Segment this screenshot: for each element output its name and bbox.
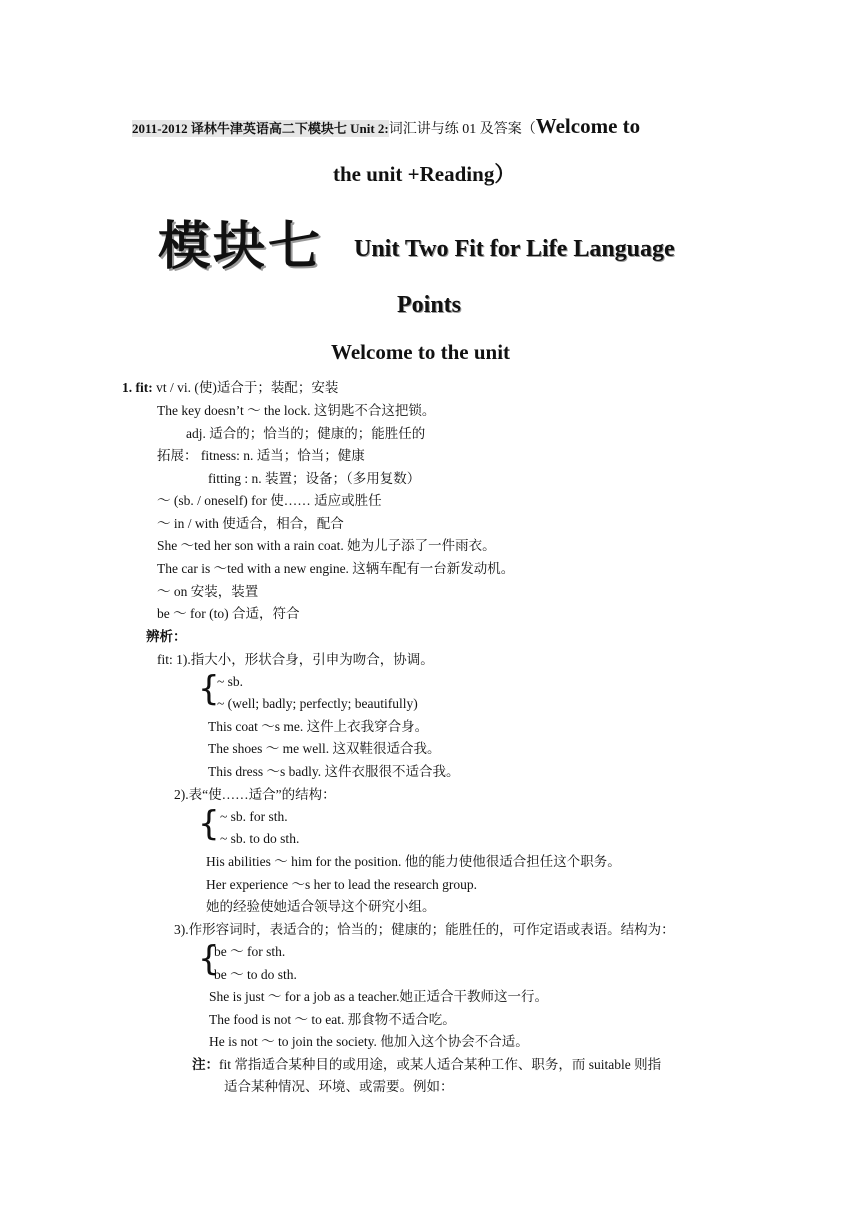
adj-line: adj. 适合的；恰当的；健康的；能胜任的 xyxy=(186,426,426,441)
extension-line: fitting : n. 装置；设备；（多用复数） xyxy=(208,471,421,486)
example-line: This coat ～s me. 这件上衣我穿合身。 xyxy=(208,719,429,734)
structure-line: be ～ to do sth. xyxy=(214,967,297,982)
phrase-line: ～ in / with 使适合，相合，配合 xyxy=(157,516,344,531)
structure-line: ~ sb. xyxy=(217,674,244,689)
note-line xyxy=(192,1056,661,1074)
analysis-label: 辨析： xyxy=(146,629,187,644)
example-line: This dress ～s badly. 这件衣服很不适合我。 xyxy=(208,764,460,779)
example-line: She ～ted her son with a rain coat. 她为儿子添了一件雨衣。 xyxy=(157,538,496,553)
document-title-line1 xyxy=(132,114,640,139)
phrase-line: ～ (sb. / oneself) for 使…… 适应或胜任 xyxy=(157,493,382,508)
points-heading: Points xyxy=(397,292,462,318)
brace-icon: { xyxy=(198,804,220,844)
unit-heading: Unit Two Fit for Life Language xyxy=(354,236,675,262)
brace-icon: { xyxy=(198,939,220,979)
example-line: His abilities ～ him for the position. 他的能力使他很适合担任这个职务。 xyxy=(206,854,621,869)
title-en: Welcome to xyxy=(535,114,641,138)
section-heading: Welcome to the unit xyxy=(331,340,511,364)
note-line: 适合某种情况、环境、或需要。例如： xyxy=(224,1079,454,1094)
entry-fit xyxy=(122,379,338,397)
phrase-line: ～ on 安装，装置 xyxy=(157,584,259,599)
example-line: He is not ～ to join the society. 他加入这个协会不合适。 xyxy=(209,1034,529,1049)
example-line: The car is ～ted with a new engine. 这辆车配有一台新发动机。 xyxy=(157,561,515,576)
example-line: 她的经验使她适合领导这个研究小组。 xyxy=(206,899,436,914)
example-line: Her experience ～s her to lead the research group. xyxy=(206,877,477,892)
brace-icon: { xyxy=(198,669,220,709)
document-title-line2: the unit +Reading） xyxy=(333,162,516,186)
example-line: The key doesn’t ～ the lock. 这钥匙不合这把锁。 xyxy=(157,403,436,418)
structure-line: ~ sb. for sth. xyxy=(220,809,288,824)
example-line: The food is not ～ to eat. 那食物不适合吃。 xyxy=(209,1012,456,1027)
entry-number: 1. fit: xyxy=(122,380,153,395)
structure-line: ~ sb. to do sth. xyxy=(220,831,300,846)
structure-line: ~ (well; badly; perfectly; beautifully) xyxy=(217,696,418,711)
analysis-line: fit: 1).指大小，形状合身，引申为吻合，协调。 xyxy=(157,652,434,667)
entry-definition: vt / vi. (使)适合于；装配；安装 xyxy=(152,380,339,395)
example-line: The shoes ～ me well. 这双鞋很适合我。 xyxy=(208,741,441,756)
title-mid: 词汇讲与练 01 及答案（ xyxy=(388,122,536,137)
analysis-line: 2).表“使……适合”的结构： xyxy=(174,787,336,802)
example-line: She is just ～ for a job as a teacher.她正适合干教师这一行。 xyxy=(209,989,548,1004)
note-text: 注：fit 常指适合某种目的或用途，或某人适合某种工作、职务，而 suitable 则指 xyxy=(192,1057,662,1072)
phrase-line: be ～ for (to) 合适，符合 xyxy=(157,606,300,621)
extension-line: 拓展： fitness: n. 适当；恰当；健康 xyxy=(157,448,365,463)
analysis-line: 3).作形容词时，表适合的；恰当的；健康的；能胜任的，可作定语或表语。结构为： xyxy=(174,922,675,937)
title-prefix: 2011-2012 译林牛津英语高二下模块七 Unit 2: xyxy=(132,121,389,136)
structure-line: be ～ for sth. xyxy=(214,944,286,959)
module-heading: 模块七 xyxy=(158,217,324,277)
